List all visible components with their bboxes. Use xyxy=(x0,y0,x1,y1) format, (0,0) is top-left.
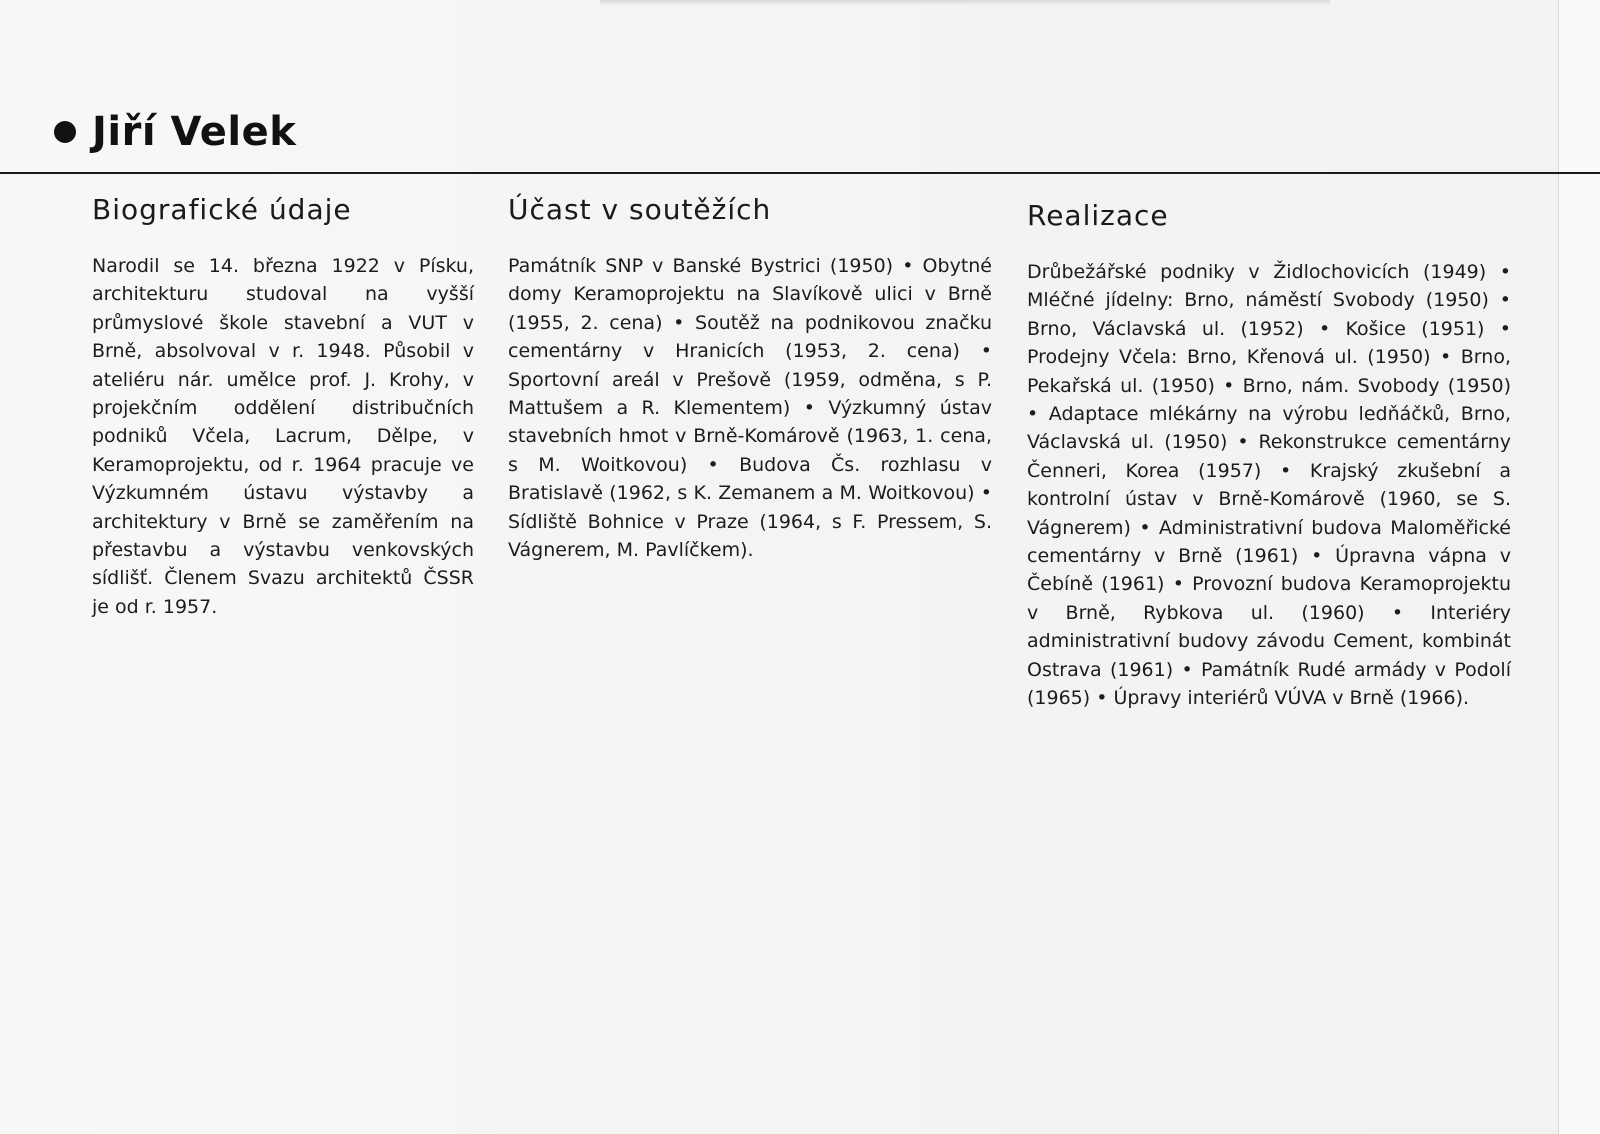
competitions-text: Památník SNP v Banské Bystrici (1950) • Obytné domy Keramoprojektu na Slavíkově ulici v Brně (1955, 2. cena) • Soutěž na podnikovou značku cementárny v Hranicích (1953, 2. cena) • Sportovní areál v Prešově (1959, odměna, s P. Mattušem a R. Klementem) • Výzkumný ústav stavebních hmot v Brně-Komárově (1963, 1. cena, s M. Woitkovou) • Budova Čs. rozhlasu v Bratislavě (1962, s K. Zemanem a M. Woitkovou) • Sídliště Bohnice v Praze (1964, s F. Pressem, S. Vágnerem, M. Pavlíčkem). xyxy=(508,255,992,562)
realizations-text: Drůbežářské podniky v Židlochovicích (1949) • Mléčné jídelny: Brno, náměstí Svobody (1950) • Brno, Václavská ul. (1952) • Košice (1951) • Prodejny Včela: Brno, Křenová ul. (1950) • Brno, Pekařská ul. (1950) • Brno, nám. Svobody (1950) • Adaptace mlékárny na výrobu ledňáčků, Brno, Václavská ul. (1950) • Rekonstrukce cementárny Čenneri, Korea (1957) • Krajský zkušební a kontrolní ústav v Brně-Komárově (1960, se S. Vágnerem) • Administrativní budova Maloměřické cementárny v Brně (1961) • Úpravna vápna v Čebíně (1961) • Provozní budova Keramoprojektu v Brně, Rybkova ul. (1960) • Interiéry administrativní budovy závodu Cement, kombinát Ostrava (1961) • Památník Rudé armády v Podolí (1965) • Úpravy interiérů VÚVA v Brně (1966). xyxy=(1027,261,1511,710)
biography-heading: Biografické údaje xyxy=(92,193,352,226)
competitions-column xyxy=(508,190,992,564)
bullet-icon xyxy=(54,121,76,143)
biography-column xyxy=(92,190,474,621)
biography-text: Narodil se 14. března 1922 v Písku, architekturu studoval na vyšší průmyslové škole stavební a VUT v Brně, absolvoval v r. 1948. Působil v ateliéru nár. umělce prof. J. Krohy, v projekčním oddělení distribučních podniků Včela, Lacrum, Dělpe, v Keramoprojektu, od r. 1964 pracuje ve Výzkumném ústavu výstavby a architektury v Brně se zaměřením na přestavbu a výstavbu venkovských sídlišť. Členem Svazu architektů ČSSR je od r. 1957. xyxy=(92,255,474,618)
architect-header xyxy=(54,108,296,156)
page-edge xyxy=(1558,0,1600,1134)
realizations-column xyxy=(1027,196,1511,713)
header-rule xyxy=(0,172,1600,174)
realizations-heading: Realizace xyxy=(1027,199,1169,232)
architect-name: Jiří Velek xyxy=(92,109,297,155)
competitions-heading: Účast v soutěžích xyxy=(508,193,772,226)
top-shadow xyxy=(600,0,1330,6)
